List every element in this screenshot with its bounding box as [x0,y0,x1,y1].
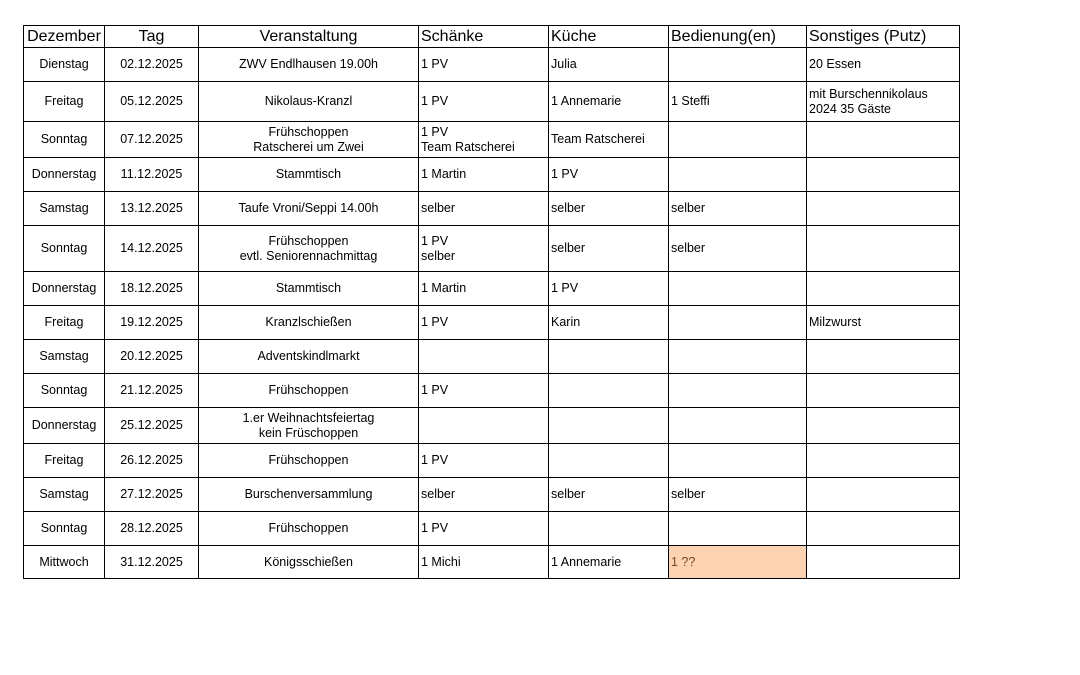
event-cell [199,512,419,546]
weekday-cell: Dienstag [24,48,105,82]
kitchen-cell [549,444,669,478]
cell-line: selber [671,487,706,501]
date-cell: 07.12.2025 [105,122,199,158]
event-cell [199,444,419,478]
other-cell [807,192,960,226]
weekday-cell: Samstag [24,192,105,226]
cell-line: 1 Steffi [671,94,710,108]
cell-line [671,383,804,398]
header-bar: Schänke [419,26,549,48]
cell-line: selber [671,241,706,255]
cell-line: selber [551,487,586,501]
date-cell: 28.12.2025 [105,512,199,546]
other-cell [807,306,960,340]
other-cell [807,272,960,306]
cell-line: mit Burschennikolaus [809,86,928,101]
event-cell [199,122,419,158]
other-cell [807,82,960,122]
cell-line: 1 PV [421,315,449,329]
header-day: Tag [105,26,199,48]
event-cell [199,192,419,226]
weekday-cell: Freitag [24,82,105,122]
cell-line [551,418,666,433]
service-cell [669,48,807,82]
cell-line: kein Früschoppen [258,425,359,440]
weekday-cell: Donnerstag [24,272,105,306]
cell-line: 1 PV [421,383,449,397]
cell-line [809,201,957,216]
table-row [24,226,960,272]
event-cell [199,478,419,512]
date-cell: 05.12.2025 [105,82,199,122]
cell-line: Frühschoppen [268,233,349,248]
kitchen-cell [549,82,669,122]
bar-cell [419,226,549,272]
cell-line [421,418,546,433]
service-cell [669,272,807,306]
cell-line: 1 Martin [421,167,467,181]
table-row [24,122,960,158]
other-cell [807,226,960,272]
kitchen-cell [549,272,669,306]
cell-line: Stammtisch [275,281,342,295]
cell-line: 1 Martin [421,281,467,295]
date-cell: 26.12.2025 [105,444,199,478]
table-row [24,272,960,306]
table-row [24,306,960,340]
service-cell [669,340,807,374]
bar-cell [419,158,549,192]
kitchen-cell [549,48,669,82]
bar-cell [419,408,549,444]
service-cell [669,226,807,272]
other-cell [807,158,960,192]
cell-line: 1 PV [421,94,449,108]
bar-cell [419,122,549,158]
cell-line: Ratscherei um Zwei [253,139,364,154]
bar-cell [419,374,549,408]
bar-cell [419,82,549,122]
cell-line: Nikolaus-Kranzl [264,94,353,108]
date-cell: 21.12.2025 [105,374,199,408]
event-cell [199,158,419,192]
weekday-cell: Sonntag [24,226,105,272]
event-cell [199,48,419,82]
event-cell [199,306,419,340]
bar-cell [419,478,549,512]
cell-line: Frühschoppen [268,521,349,535]
other-cell [807,408,960,444]
table-row [24,82,960,122]
service-cell [669,158,807,192]
cell-line: 1 Michi [421,554,461,569]
cell-line [671,521,804,536]
cell-line [809,418,957,433]
cell-line: Frühschoppen [268,453,349,467]
header-service: Bedienung(en) [669,26,807,48]
cell-line: Stammtisch [275,167,342,181]
date-cell: 13.12.2025 [105,192,199,226]
cell-line [809,349,957,364]
cell-line: Team Ratscherei [551,132,645,146]
header-row [24,26,960,48]
cell-line: Königsschießen [264,554,353,569]
cell-line: selber [551,201,586,215]
kitchen-cell [549,478,669,512]
weekday-cell: Mittwoch [24,546,105,579]
cell-line: 1 Annemarie [551,94,622,108]
cell-line [421,349,546,364]
cell-line: selber [421,248,456,263]
kitchen-cell [549,408,669,444]
other-cell [807,512,960,546]
cell-line: 1 Annemarie [551,554,622,569]
date-cell: 27.12.2025 [105,478,199,512]
cell-line: 1 PV [551,281,579,295]
weekday-cell: Freitag [24,306,105,340]
date-cell: 02.12.2025 [105,48,199,82]
kitchen-cell [549,512,669,546]
service-cell [669,82,807,122]
bar-cell [419,192,549,226]
table-row [24,340,960,374]
kitchen-cell [549,340,669,374]
kitchen-cell [549,546,669,579]
table-row [24,48,960,82]
cell-line: 1 PV [421,453,449,467]
other-cell [807,546,960,579]
cell-line: 1 ?? [671,554,696,569]
table-row [24,546,960,579]
other-cell [807,122,960,158]
cell-line: Burschenversammlung [244,487,373,501]
bar-cell [419,272,549,306]
cell-line [551,349,666,364]
cell-line: 2024 35 Gäste [809,101,892,116]
date-cell: 20.12.2025 [105,340,199,374]
cell-line: evtl. Seniorennachmittag [239,248,378,263]
header-event: Veranstaltung [199,26,419,48]
cell-line [809,453,957,468]
cell-line: 1 PV [421,124,449,139]
table-row [24,478,960,512]
cell-line: Milzwurst [809,315,862,329]
other-cell [807,48,960,82]
weekday-cell: Sonntag [24,374,105,408]
cell-line [809,521,957,536]
cell-line: selber [671,201,706,215]
table-row [24,192,960,226]
weekday-cell: Samstag [24,478,105,512]
date-cell: 18.12.2025 [105,272,199,306]
cell-line [809,383,957,398]
bar-cell [419,48,549,82]
cell-line [671,349,804,364]
service-cell [669,306,807,340]
cell-line [671,167,804,182]
date-cell: 19.12.2025 [105,306,199,340]
bar-cell [419,546,549,579]
event-cell [199,226,419,272]
cell-line: ZWV Endlhausen 19.00h [239,57,378,71]
cell-line [809,281,957,296]
other-cell [807,340,960,374]
date-cell: 14.12.2025 [105,226,199,272]
event-cell [199,374,419,408]
date-cell: 31.12.2025 [105,546,199,579]
cell-line [809,167,957,182]
cell-line: Karin [551,315,581,329]
bar-cell [419,444,549,478]
table-row [24,408,960,444]
cell-line [671,57,804,72]
kitchen-cell [549,158,669,192]
header-kitchen: Küche [549,26,669,48]
event-cell [199,340,419,374]
cell-line [551,383,666,398]
table-row [24,374,960,408]
header-month: Dezember [24,26,105,48]
cell-line [809,555,957,570]
service-cell [669,444,807,478]
table-row [24,512,960,546]
weekday-cell: Sonntag [24,122,105,158]
cell-line: Frühschoppen [268,383,349,397]
event-cell [199,82,419,122]
cell-line: Frühschoppen [268,124,349,139]
kitchen-cell [549,192,669,226]
cell-line: 20 Essen [809,57,862,71]
service-cell [669,192,807,226]
date-cell: 25.12.2025 [105,408,199,444]
cell-line: 1 PV [421,57,449,71]
bar-cell [419,512,549,546]
cell-line: 1 PV [421,521,449,535]
cell-line [671,315,804,330]
date-cell: 11.12.2025 [105,158,199,192]
service-cell [669,546,807,579]
service-cell [669,122,807,158]
cell-line: 1 PV [421,233,449,248]
other-cell [807,374,960,408]
other-cell [807,478,960,512]
event-cell [199,546,419,579]
event-cell [199,408,419,444]
cell-line [671,132,804,147]
weekday-cell: Donnerstag [24,158,105,192]
service-cell [669,374,807,408]
cell-line: Adventskindlmarkt [257,349,360,363]
cell-line: selber [421,487,456,501]
cell-line [809,487,957,502]
bar-cell [419,340,549,374]
cell-line [671,453,804,468]
cell-line: Kranzlschießen [265,315,352,329]
table-row [24,158,960,192]
cell-line [671,281,804,296]
table-row [24,444,960,478]
cell-line: 1.er Weihnachtsfeiertag [242,410,375,425]
schedule-table [23,25,960,579]
cell-line [809,132,957,147]
event-cell [199,272,419,306]
page-title-clipped [500,0,580,2]
bar-cell [419,306,549,340]
cell-line: selber [551,241,586,255]
service-cell [669,478,807,512]
cell-line: selber [421,201,456,215]
cell-line [551,453,666,468]
weekday-cell: Sonntag [24,512,105,546]
kitchen-cell [549,374,669,408]
kitchen-cell [549,306,669,340]
other-cell [807,444,960,478]
cell-line [809,241,957,256]
cell-line: Team Ratscherei [421,139,515,154]
weekday-cell: Donnerstag [24,408,105,444]
cell-line [551,521,666,536]
header-other: Sonstiges (Putz) [807,26,960,48]
kitchen-cell [549,226,669,272]
service-cell [669,408,807,444]
cell-line: Taufe Vroni/Seppi 14.00h [238,201,379,215]
kitchen-cell [549,122,669,158]
service-cell [669,512,807,546]
weekday-cell: Freitag [24,444,105,478]
cell-line: Julia [551,57,577,71]
cell-line [671,418,804,433]
cell-line: 1 PV [551,167,579,181]
weekday-cell: Samstag [24,340,105,374]
